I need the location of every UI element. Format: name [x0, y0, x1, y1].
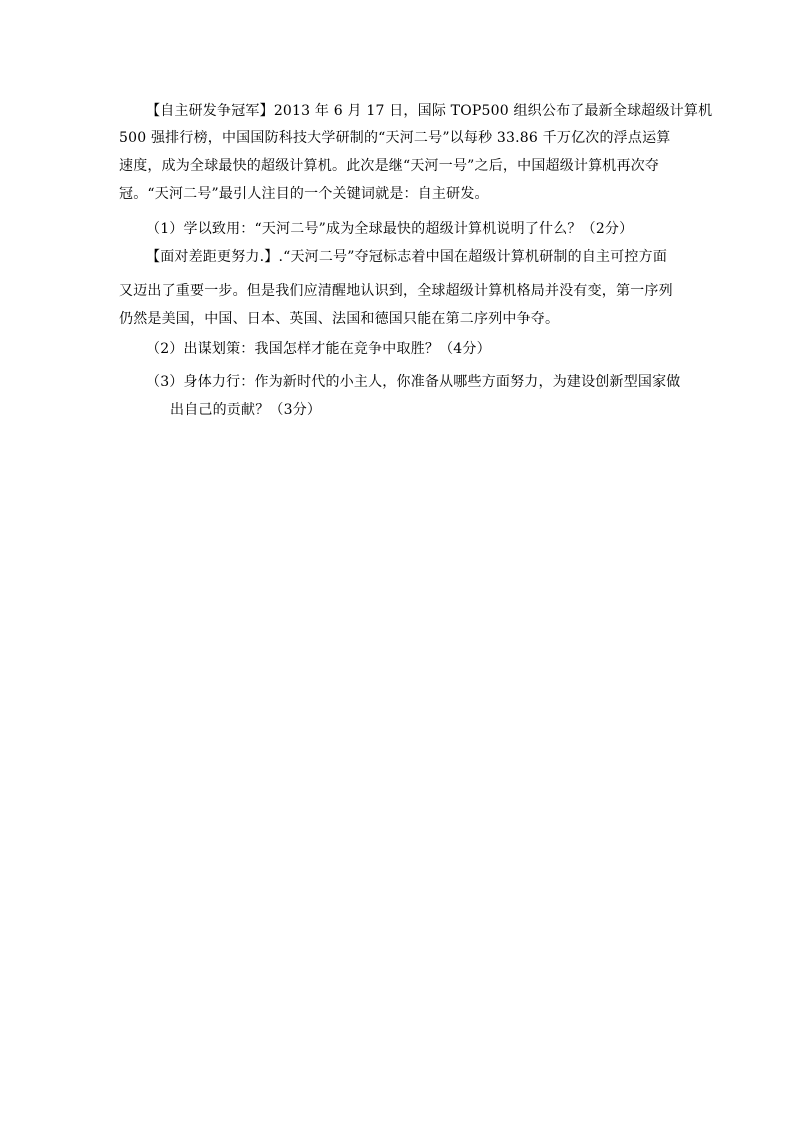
paragraph-2-line-2: 又迈出了重要一步。但是我们应清醒地认识到，全球超级计算机格局并没有变，第一序列 — [119, 283, 673, 299]
question-1: （1）学以致用：“天河二号”成为全球最快的超级计算机说明了什么？（2分） — [146, 221, 634, 237]
paragraph-1-line-2: 500 强排行榜，中国国防科技大学研制的“天河二号”以每秒 33.86 千万亿次的浮点运算 — [119, 130, 671, 146]
question-2: （2）出谋划策：我国怎样才能在竞争中取胜？（4分） — [146, 341, 491, 357]
question-3-line-2: 出自己的贡献？（3分） — [170, 402, 322, 418]
question-3-line-1: （3）身体力行：作为新时代的小主人，你准备从哪些方面努力，为建设创新型国家做 — [146, 374, 681, 390]
paragraph-1-line-1-text: 2013 年 6 月 17 日，国际 TOP500 组织公布了最新全球超级计算机 — [273, 103, 713, 119]
paragraph-2-first-line — [146, 247, 667, 267]
paragraph-1-line-3: 速度，成为全球最快的超级计算机。此次是继“天河一号”之后，中国超级计算机再次夺 — [119, 158, 660, 174]
paragraph-2-heading: 【面对差距更努力.】 — [146, 249, 279, 265]
paragraph-1-first-line — [146, 101, 712, 121]
paragraph-1-line-4: 冠。“天河二号”最引人注目的一个关键词就是：自主研发。 — [119, 186, 489, 202]
paragraph-1-heading: 【自主研发争冠军】 — [146, 103, 274, 119]
paragraph-2-line-1-text: .“天河二号”夺冠标志着中国在超级计算机研制的自主可控方面 — [278, 249, 668, 265]
paragraph-2-line-3: 仍然是美国，中国、日本、英国、法国和德国只能在第二序列中争夺。 — [119, 311, 560, 327]
